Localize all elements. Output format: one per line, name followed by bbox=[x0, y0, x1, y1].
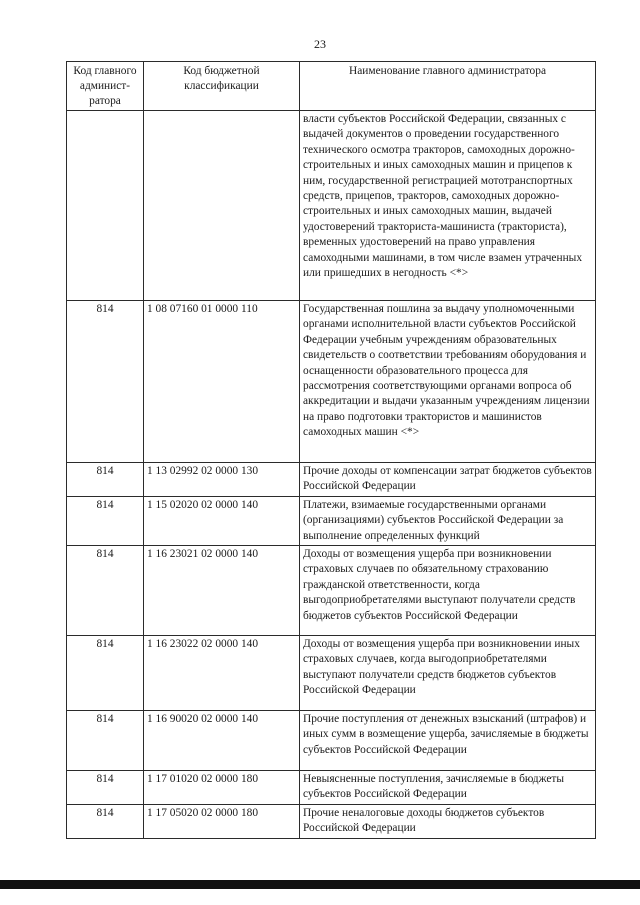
administrator-name-cell: Платежи, взимаемые государственными органами (организациями) субъектов Российской Федерации за выполнение определенных функций bbox=[300, 496, 596, 545]
header-budget-code: Код бюджетной классификации bbox=[144, 62, 300, 111]
budget-code-cell: 1 16 23021 02 0000 140 bbox=[144, 546, 300, 636]
budget-code-cell: 1 13 02992 02 0000 130 bbox=[144, 463, 300, 497]
admin-code-cell: 814 bbox=[67, 463, 144, 497]
budget-code-cell: 1 16 90020 02 0000 140 bbox=[144, 711, 300, 771]
budget-code-cell bbox=[144, 111, 300, 301]
budget-code-cell: 1 17 05020 02 0000 180 bbox=[144, 805, 300, 839]
header-administrator-name: Наименование главного администратора bbox=[300, 62, 596, 111]
table-header-row bbox=[67, 62, 596, 111]
admin-code-cell: 814 bbox=[67, 805, 144, 839]
budget-code-cell: 1 16 23022 02 0000 140 bbox=[144, 636, 300, 711]
header-admin-code: Код главного админист-ратора bbox=[67, 62, 144, 111]
page-number: 23 bbox=[314, 37, 326, 51]
table-row bbox=[67, 301, 596, 463]
administrator-name-cell: Государственная пошлина за выдачу уполномоченными органами исполнительной власти субъектов Российской Федерации учебным учреждениям образовательных свидетельств о соответствии требованиям оборудования и оснащенности образовательного процесса для рассмотрения соответствующими органами вопроса об аккредитации и выдачи указанным учреждениям лицензии на право подготовки трактористов и машинистов самоходных машин <*> bbox=[300, 301, 596, 463]
budget-codes-table bbox=[66, 61, 596, 839]
scan-bottom-edge bbox=[0, 880, 640, 889]
administrator-name-cell: Прочие неналоговые доходы бюджетов субъектов Российской Федерации bbox=[300, 805, 596, 839]
table-row bbox=[67, 546, 596, 636]
budget-code-cell: 1 08 07160 01 0000 110 bbox=[144, 301, 300, 463]
administrator-name-cell: Прочие поступления от денежных взысканий (штрафов) и иных сумм в возмещение ущерба, зачисляемые в бюджеты субъектов Российской Федерации bbox=[300, 711, 596, 771]
administrator-name-cell: власти субъектов Российской Федерации, связанных с выдачей документов о проведении государственного технического осмотра тракторов, самоходных дорожно-строительных и иных самоходных машин и прицепов к ним, государственной регистрацией мототранспортных средств, прицепов, тракторов, самоходных дорожно-строительных и иных самоходных машин, выдачей удостоверений тракториста-машиниста (тракториста), временных удостоверений на право управления самоходными машинами, в том числе взамен утраченных или пришедших в негодность <*> bbox=[300, 111, 596, 301]
administrator-name-cell: Доходы от возмещения ущерба при возникновении страховых случаев по обязательному страхованию гражданской ответственности, когда выгодоприобретателями выступают получатели средств бюджетов субъектов Российской Федерации bbox=[300, 546, 596, 636]
budget-code-cell: 1 15 02020 02 0000 140 bbox=[144, 496, 300, 545]
administrator-name-cell: Невыясненные поступления, зачисляемые в бюджеты субъектов Российской Федерации bbox=[300, 771, 596, 805]
admin-code-cell: 814 bbox=[67, 636, 144, 711]
administrator-name-cell: Доходы от возмещения ущерба при возникновении иных страховых случаев, когда выгодоприобретателями выступают получатели средств бюджетов субъектов Российской Федерации bbox=[300, 636, 596, 711]
table-row bbox=[67, 111, 596, 301]
table-row bbox=[67, 636, 596, 711]
table-row bbox=[67, 496, 596, 545]
admin-code-cell: 814 bbox=[67, 771, 144, 805]
admin-code-cell: 814 bbox=[67, 711, 144, 771]
table-row bbox=[67, 771, 596, 805]
admin-code-cell: 814 bbox=[67, 496, 144, 545]
table-row bbox=[67, 711, 596, 771]
table-row bbox=[67, 463, 596, 497]
admin-code-cell bbox=[67, 111, 144, 301]
admin-code-cell: 814 bbox=[67, 301, 144, 463]
administrator-name-cell: Прочие доходы от компенсации затрат бюджетов субъектов Российской Федерации bbox=[300, 463, 596, 497]
budget-code-cell: 1 17 01020 02 0000 180 bbox=[144, 771, 300, 805]
admin-code-cell: 814 bbox=[67, 546, 144, 636]
table-row bbox=[67, 805, 596, 839]
